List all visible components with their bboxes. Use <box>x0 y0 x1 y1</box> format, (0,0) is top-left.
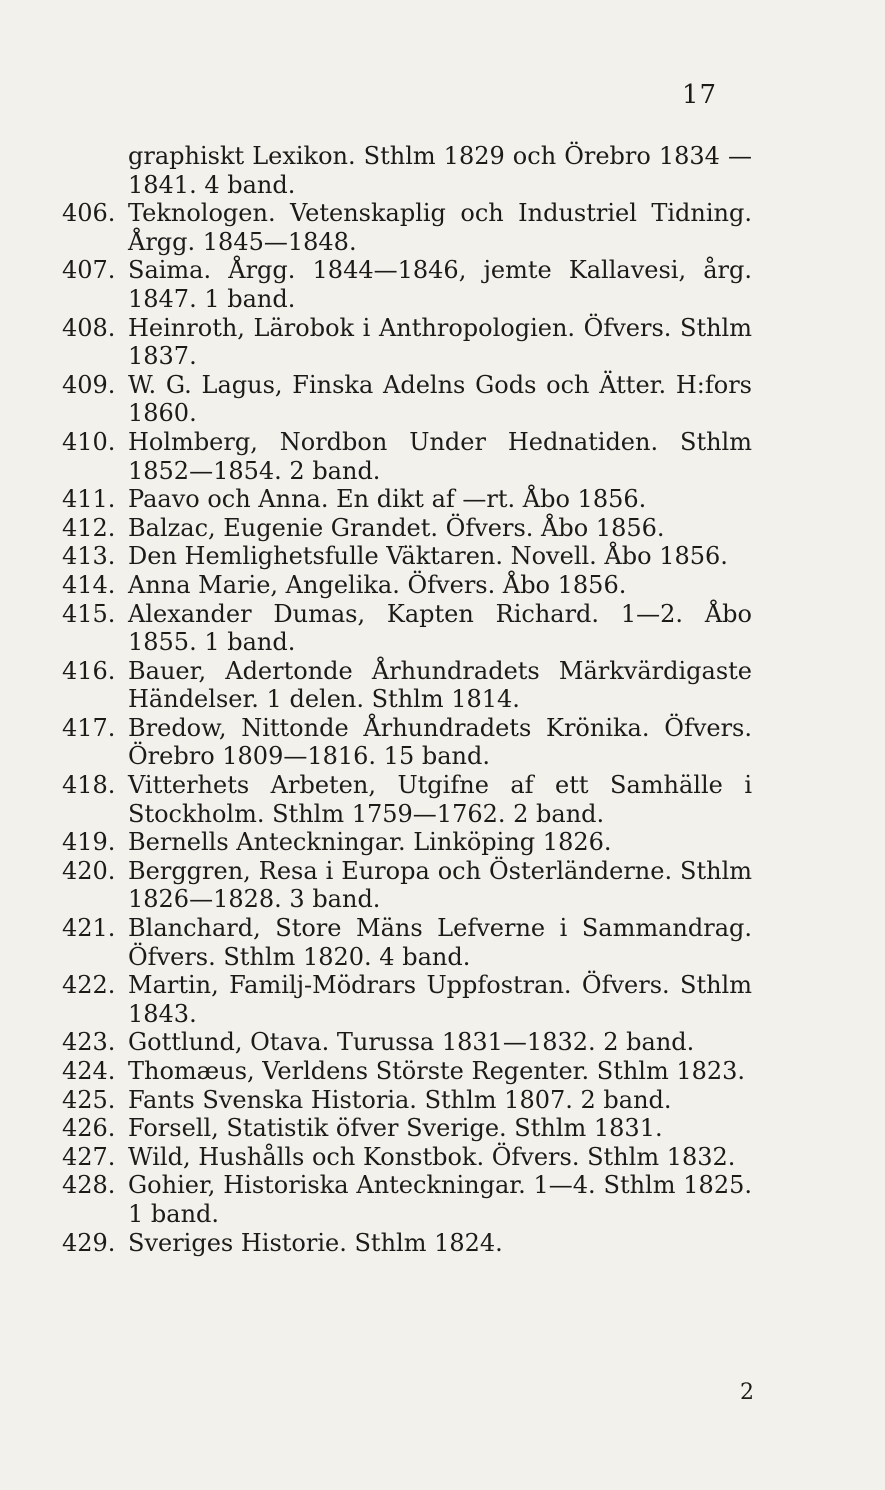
entry-number: 426. <box>62 1114 116 1143</box>
entry-text: Vitterhets Arbeten, Utgifne af ett Samhälle i Stockholm. Sthlm 1759—1762. 2 band. <box>128 771 752 828</box>
entry-number: 412. <box>62 513 116 542</box>
entry-number: 417. <box>62 713 116 742</box>
entry-number: 420. <box>62 856 116 885</box>
entry-text: Gottlund, Otava. Turussa 1831—1832. 2 band. <box>128 1028 695 1057</box>
entry-number: 416. <box>62 656 116 685</box>
entry-number: 409. <box>62 370 116 399</box>
catalog-entry-426 <box>62 1114 752 1143</box>
catalog-entry-418 <box>62 771 752 828</box>
entry-text: Heinroth, Lärobok i Anthropologien. Öfvers. Sthlm 1837. <box>128 313 752 371</box>
entry-text: Berggren, Resa i Europa och Österländerne. Sthlm 1826—1828. 3 band. <box>128 856 752 914</box>
entry-text: Thomæus, Verldens Störste Regenter. Sthlm 1823. <box>128 1057 746 1085</box>
page-number: 17 <box>682 80 718 110</box>
entry-number: 413. <box>62 542 116 571</box>
entry-text: Fants Svenska Historia. Sthlm 1807. 2 band. <box>128 1085 672 1114</box>
entry-number: 424. <box>62 1057 116 1085</box>
catalog-entry-421 <box>62 914 752 971</box>
entry-number: 408. <box>62 313 116 342</box>
entry-text: Wild, Hushålls och Konstbok. Öfvers. Sthlm 1832. <box>128 1142 736 1171</box>
catalog-entry-412 <box>62 514 752 543</box>
signature-mark: 2 <box>740 1380 754 1405</box>
entry-number: 428. <box>62 1171 116 1200</box>
catalog-entry-414 <box>62 571 752 600</box>
catalog-entry-422 <box>62 971 752 1028</box>
entry-number: 418. <box>62 771 116 800</box>
entry-number: 422. <box>62 971 116 1000</box>
entry-text: Bredow, Nittonde Århundradets Krönika. Öfvers. Örebro 1809—1816. 15 band. <box>128 713 752 771</box>
entry-text: Bauer, Adertonde Århundradets Märkvärdigaste Händelser. 1 delen. Sthlm 1814. <box>128 656 752 714</box>
continuation-entry <box>62 142 752 199</box>
entry-text: Forsell, Statistik öfver Sverige. Sthlm 1831. <box>128 1114 663 1143</box>
catalog-entry-408 <box>62 314 752 371</box>
catalog-entry-428 <box>62 1171 752 1228</box>
entry-number: 421. <box>62 914 116 943</box>
entry-number: 427. <box>62 1142 116 1171</box>
entry-number: 411. <box>62 485 116 514</box>
catalog-entry-429 <box>62 1229 752 1258</box>
entry-text: Saima. Årgg. 1844—1846, jemte Kallavesi, årg. 1847. 1 band. <box>128 256 752 313</box>
catalog-entry-411 <box>62 485 752 514</box>
catalog-entry-407 <box>62 256 752 313</box>
catalog-entry-427 <box>62 1143 752 1172</box>
entry-text: Balzac, Eugenie Grandet. Öfvers. Åbo 1856. <box>128 513 665 542</box>
entry-number: 415. <box>62 599 116 628</box>
entry-text: Anna Marie, Angelika. Öfvers. Åbo 1856. <box>128 570 627 599</box>
entry-number: 407. <box>62 256 116 285</box>
catalog-entry-425 <box>62 1086 752 1115</box>
entry-number: 425. <box>62 1085 116 1114</box>
catalog-entry-406 <box>62 199 752 256</box>
entry-number: 414. <box>62 570 116 599</box>
catalog-entry-420 <box>62 857 752 914</box>
entry-text: Gohier, Historiska Anteckningar. 1—4. Sthlm 1825. 1 band. <box>128 1171 752 1228</box>
catalog-entry-417 <box>62 714 752 771</box>
catalog-entries <box>62 142 752 1257</box>
entry-text: Bernells Anteckningar. Linköping 1826. <box>128 828 612 857</box>
entry-number: 429. <box>62 1228 116 1257</box>
catalog-entry-413 <box>62 542 752 571</box>
entry-text: Sveriges Historie. Sthlm 1824. <box>128 1228 503 1257</box>
catalog-entry-424 <box>62 1057 752 1086</box>
entry-number: 423. <box>62 1028 116 1057</box>
entry-number: 419. <box>62 828 116 857</box>
entry-number: 410. <box>62 427 116 456</box>
entry-text: Martin, Familj-Mödrars Uppfostran. Öfvers. Sthlm 1843. <box>128 971 752 1028</box>
entry-text: Holmberg, Nordbon Under Hednatiden. Sthlm 1852—1854. 2 band. <box>128 427 752 485</box>
continuation-text: graphiskt Lexikon. Sthlm 1829 och Örebro 1834 —1841. 4 band. <box>128 142 752 199</box>
entry-text: W. G. Lagus, Finska Adelns Gods och Ätter. H:fors 1860. <box>128 370 752 428</box>
catalog-entry-416 <box>62 657 752 714</box>
entry-text: Blanchard, Store Mäns Lefverne i Sammandrag. Öfvers. Sthlm 1820. 4 band. <box>128 914 752 971</box>
catalog-entry-415 <box>62 600 752 657</box>
catalog-entry-423 <box>62 1028 752 1057</box>
entry-text: Paavo och Anna. En dikt af —rt. Åbo 1856. <box>128 485 647 514</box>
entry-text: Den Hemlighetsfulle Väktaren. Novell. Åbo 1856. <box>128 542 728 571</box>
entry-text: Alexander Dumas, Kapten Richard. 1—2. Åbo 1855. 1 band. <box>128 599 752 657</box>
catalog-entry-410 <box>62 428 752 485</box>
entry-number: 406. <box>62 199 116 228</box>
catalog-entry-419 <box>62 828 752 857</box>
entry-text: Teknologen. Vetenskaplig och Industriel Tidning. Årgg. 1845—1848. <box>128 199 752 256</box>
catalog-entry-409 <box>62 371 752 428</box>
